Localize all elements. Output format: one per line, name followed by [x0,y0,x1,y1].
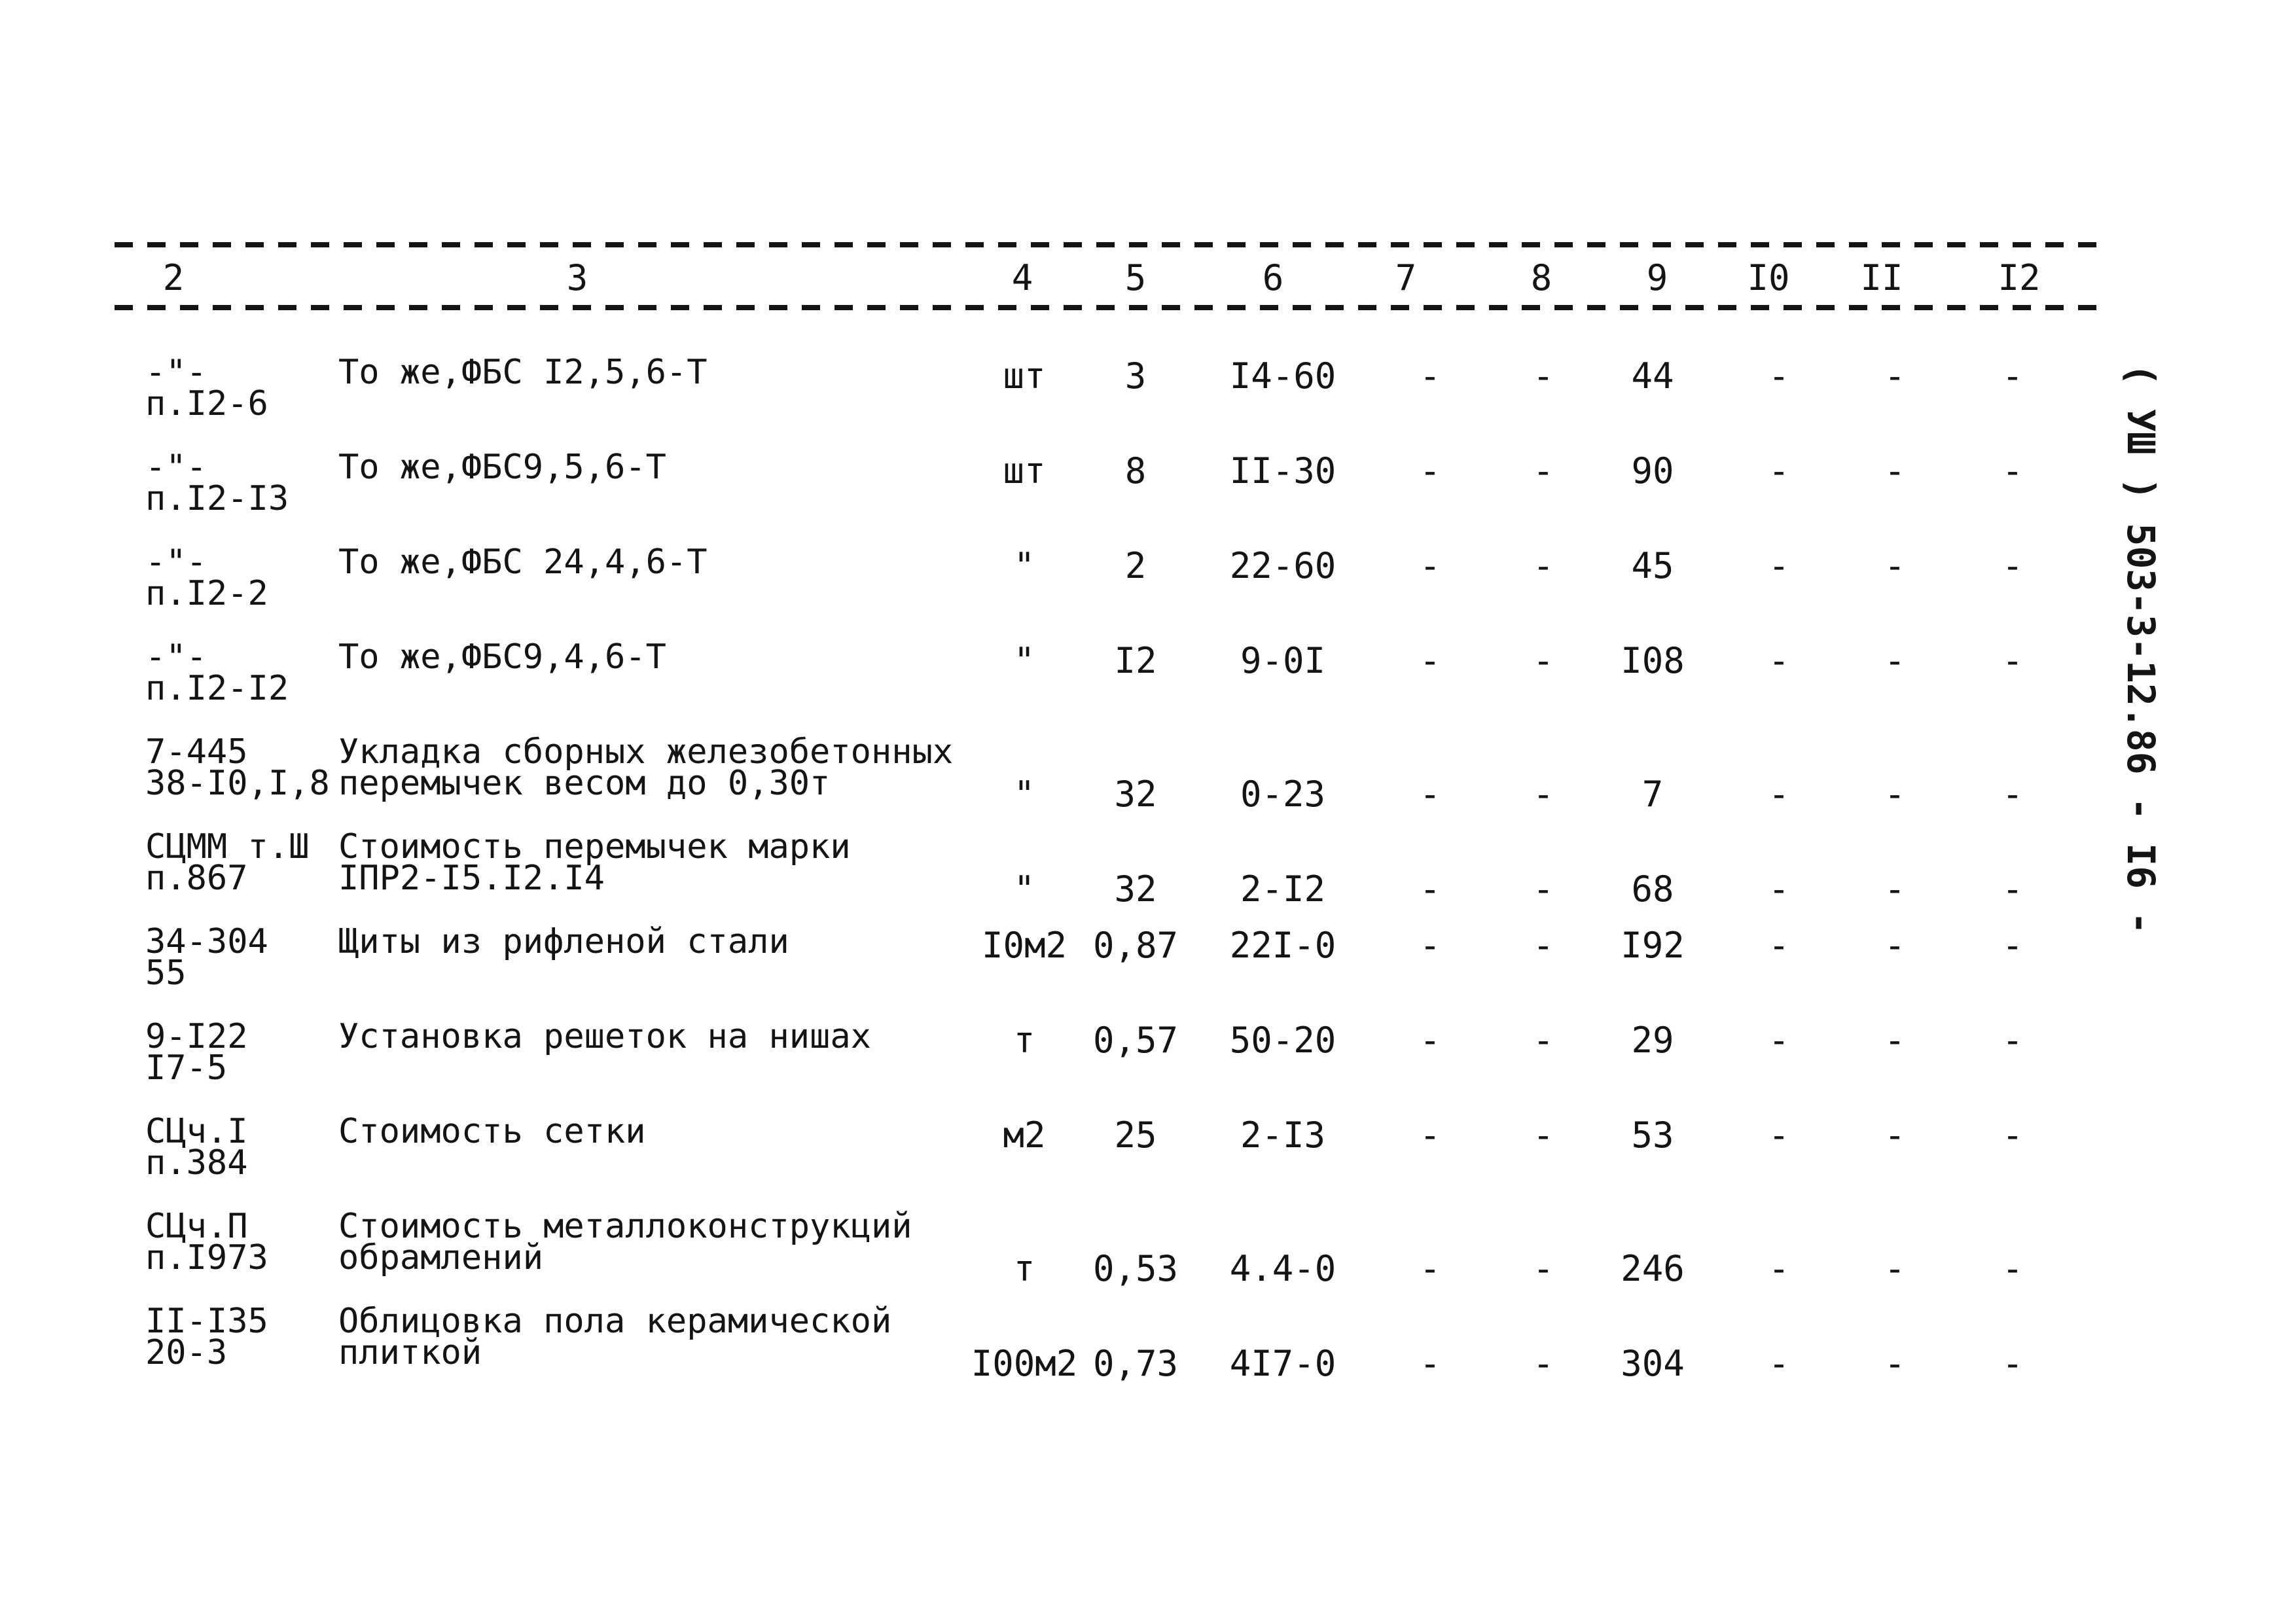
cell-col-11: - [1884,774,1906,815]
cell-code: 7-445 38-I0,I,8 [145,732,330,803]
cell-quantity: 2 [1124,545,1147,586]
cell-col-7: - [1419,868,1441,910]
cell-code: -"- п.I2-6 [145,353,268,423]
cell-col-12: - [2001,1248,2024,1289]
cell-col-10: - [1768,355,1790,397]
cell-col-7: - [1419,925,1441,966]
column-header-2: 2 [162,257,185,298]
cell-col-8: - [1532,774,1554,815]
cell-unit: I00м2 [971,1343,1078,1384]
cell-total: 53 [1631,1115,1674,1156]
cell-col-10: - [1768,774,1790,815]
cell-total: I92 [1621,925,1685,966]
cell-unit-price: 4I7-0 [1229,1343,1336,1384]
cell-unit-price: 22-60 [1229,545,1336,586]
cell-code: СЦММ т.Ш п.867 [145,827,310,898]
cell-col-10: - [1768,640,1790,681]
cell-col-10: - [1768,868,1790,910]
cell-col-8: - [1532,355,1554,397]
cell-col-8: - [1532,1115,1554,1156]
column-header-4: 4 [1011,257,1033,298]
cell-col-7: - [1419,355,1441,397]
cell-total: 246 [1621,1248,1685,1289]
cell-code: 9-I22 I7-5 [145,1017,248,1088]
cell-name: Стоимость металлоконструкций обрамлений [338,1207,912,1277]
cell-unit-price: I4-60 [1229,355,1336,397]
cell-col-7: - [1419,450,1441,491]
cell-name: То же,ФБС I2,5,6-Т [338,353,708,392]
document-cipher-page-number: ( УШ ) 503-3-12.86 - I6 - [2119,363,2163,935]
cell-col-12: - [2001,640,2024,681]
cell-col-10: - [1768,1248,1790,1289]
cell-name: Установка решеток на нишах [338,1017,871,1056]
column-header-12: I2 [1998,257,2041,298]
cell-col-8: - [1532,640,1554,681]
cell-col-12: - [2001,355,2024,397]
cell-col-12: - [2001,925,2024,966]
cell-quantity: 3 [1124,355,1147,397]
column-header-11: II [1860,257,1903,298]
cell-code: -"- п.I2-I3 [145,448,289,518]
cell-col-11: - [1884,640,1906,681]
cell-unit-price: 2-I3 [1240,1115,1326,1156]
cell-col-11: - [1884,1343,1906,1384]
cell-unit: " [1013,774,1035,815]
cell-unit: " [1013,868,1035,910]
column-header-5: 5 [1124,257,1147,298]
cell-col-10: - [1768,1115,1790,1156]
cell-unit: шт [1003,355,1046,397]
cell-col-7: - [1419,1020,1441,1061]
cell-col-7: - [1419,1248,1441,1289]
cell-code: -"- п.I2-I2 [145,637,289,708]
cell-unit: т [1013,1248,1035,1289]
cell-col-8: - [1532,545,1554,586]
cell-col-7: - [1419,1343,1441,1384]
cell-col-8: - [1532,1248,1554,1289]
cell-col-8: - [1532,868,1554,910]
cell-col-12: - [2001,1343,2024,1384]
cell-col-7: - [1419,545,1441,586]
cell-total: 44 [1631,355,1674,397]
cell-unit-price: II-30 [1229,450,1336,491]
cell-col-12: - [2001,868,2024,910]
cell-col-11: - [1884,925,1906,966]
cell-col-11: - [1884,1248,1906,1289]
cell-total: 304 [1621,1343,1685,1384]
cell-code: СЦч.I п.384 [145,1112,248,1183]
cell-total: 90 [1631,450,1674,491]
cell-col-12: - [2001,450,2024,491]
column-header-10: I0 [1747,257,1790,298]
cell-unit-price: 2-I2 [1240,868,1326,910]
column-header-8: 8 [1530,257,1552,298]
column-header-9: 9 [1646,257,1668,298]
cell-col-11: - [1884,355,1906,397]
cell-unit: т [1013,1020,1035,1061]
column-header-3: 3 [566,257,588,298]
cell-name: То же,ФБС9,5,6-Т [338,448,666,487]
cell-col-10: - [1768,545,1790,586]
cell-col-11: - [1884,868,1906,910]
cell-name: Стоимость перемычек марки IПР2-I5.I2.I4 [338,827,851,898]
cell-col-8: - [1532,1343,1554,1384]
cell-name: То же,ФБС 24,4,6-Т [338,543,708,582]
cell-total: 68 [1631,868,1674,910]
cell-col-12: - [2001,774,2024,815]
cell-unit-price: 50-20 [1229,1020,1336,1061]
cell-name: Укладка сборных железобетонных перемычек весом до 0,30т [338,732,954,803]
column-header-7: 7 [1395,257,1417,298]
cell-code: II-I35 20-3 [145,1302,268,1372]
cell-col-12: - [2001,1020,2024,1061]
cell-quantity: 0,87 [1092,925,1179,966]
cell-unit: " [1013,545,1035,586]
cell-unit: шт [1003,450,1046,491]
cell-col-10: - [1768,925,1790,966]
cell-col-7: - [1419,640,1441,681]
cell-code: 34-304 55 [145,922,268,993]
cell-quantity: 0,73 [1092,1343,1179,1384]
cell-col-8: - [1532,450,1554,491]
cell-col-10: - [1768,1020,1790,1061]
cell-col-7: - [1419,1115,1441,1156]
cell-quantity: 0,53 [1092,1248,1179,1289]
header-top-rule [115,242,2104,247]
cell-quantity: 8 [1124,450,1147,491]
cell-col-8: - [1532,925,1554,966]
cell-name: Облицовка пола керамической плиткой [338,1302,892,1372]
cell-unit: I0м2 [981,925,1067,966]
header-bottom-rule [115,305,2104,310]
cell-unit-price: 4.4-0 [1229,1248,1336,1289]
cell-name: То же,ФБС9,4,6-Т [338,637,666,677]
cell-unit-price: 22I-0 [1229,925,1336,966]
cell-total: 7 [1641,774,1664,815]
cell-col-12: - [2001,545,2024,586]
cell-unit-price: 0-23 [1240,774,1326,815]
cell-col-7: - [1419,774,1441,815]
cell-unit: " [1013,640,1035,681]
cell-name: Щиты из рифленой стали [338,922,789,961]
cell-code: -"- п.I2-2 [145,543,268,613]
cell-quantity: I2 [1114,640,1157,681]
cell-col-12: - [2001,1115,2024,1156]
cell-quantity: 32 [1114,774,1157,815]
cell-quantity: 32 [1114,868,1157,910]
cell-unit-price: 9-0I [1240,640,1326,681]
cell-col-10: - [1768,450,1790,491]
cell-col-11: - [1884,545,1906,586]
column-header-6: 6 [1262,257,1284,298]
cell-total: 45 [1631,545,1674,586]
cell-name: Стоимость сетки [338,1112,646,1151]
cell-col-11: - [1884,1115,1906,1156]
cell-col-11: - [1884,1020,1906,1061]
cell-total: I08 [1621,640,1685,681]
cell-col-8: - [1532,1020,1554,1061]
cell-code: СЦч.П п.I973 [145,1207,268,1277]
cell-quantity: 25 [1114,1115,1157,1156]
cell-total: 29 [1631,1020,1674,1061]
cell-col-10: - [1768,1343,1790,1384]
cell-col-11: - [1884,450,1906,491]
cell-quantity: 0,57 [1092,1020,1179,1061]
cell-unit: м2 [1003,1115,1046,1156]
